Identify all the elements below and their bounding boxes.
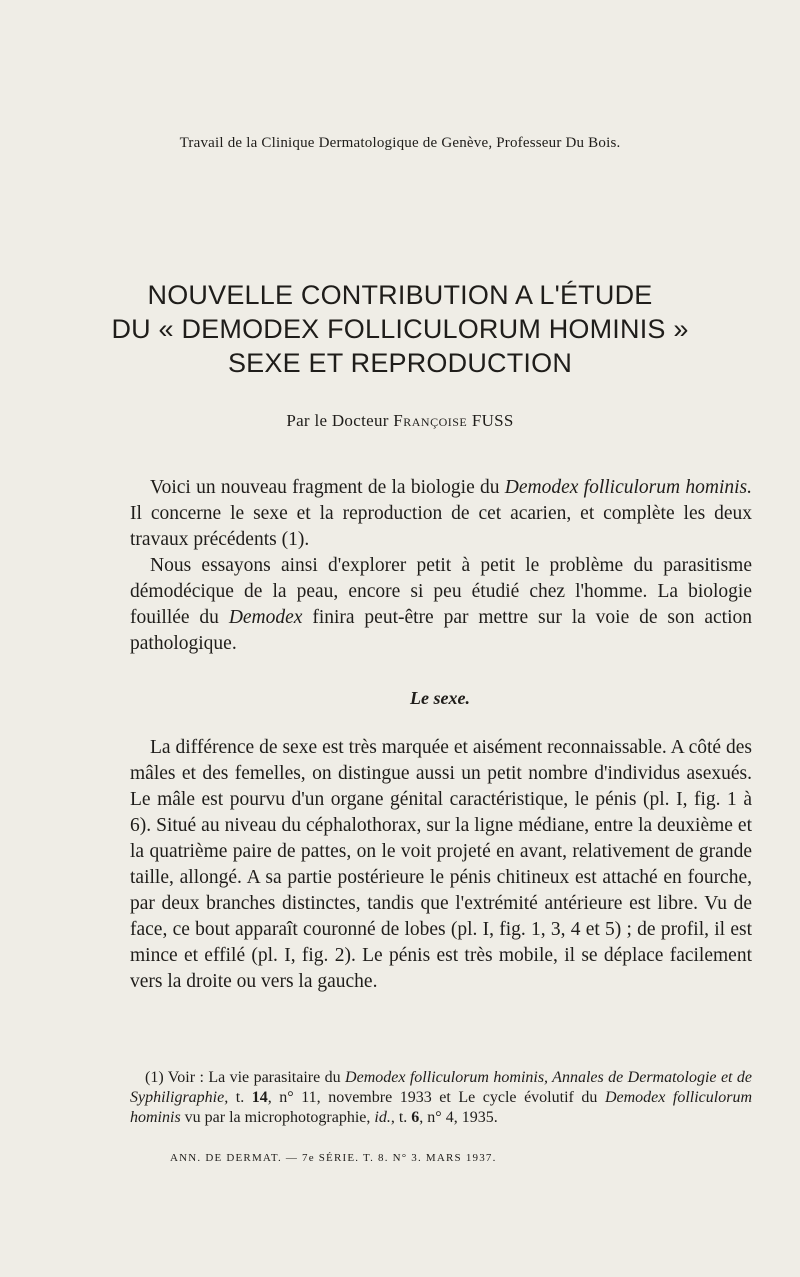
footnote-paragraph [130,1068,752,1128]
footnote-text-a: (1) Voir : La vie parasitaire du [145,1069,346,1086]
footnote-volume-bold: 14 [251,1089,268,1106]
intro-section [130,475,752,657]
sexe-section [130,735,752,995]
title-line-1: NOUVELLE CONTRIBUTION A L'ÉTUDE [147,280,653,310]
journal-footer: ANN. DE DERMAT. — 7e SÉRIE. T. 8. N° 3. MARS 1937. [170,1152,497,1164]
footnote-text-k: , n° 4, 1935. [419,1109,498,1126]
intro-p1-text-a: Voici un nouveau fragment de la biologie du [150,477,505,498]
author-byline [0,411,800,431]
intro-p1-text-b: Il concerne le sexe et la reproduction de cet acarien, et complète les deux travaux précédents (1). [130,503,752,550]
footnote-species-italic: Demodex folliculorum hominis [130,1089,753,1126]
intro-p2-text-b: finira peut-être par mettre sur la voie de son action pathologique. [130,607,753,654]
article-title [60,278,740,380]
title-line-2: DU « DEMODEX FOLLICULORUM HOMINIS » [111,314,689,344]
footnote-text-c: t. [228,1089,252,1106]
footnote-text-i: , t. [390,1109,412,1126]
genus-name-italic: Demodex [228,607,303,628]
footnote [130,1068,752,1128]
intro-p2-text-a: Nous essayons ainsi d'explorer petit à petit le problème du parasitisme démodécique de la peau, encore si peu étudié chez l'homme. La biologie fouillée du [130,555,752,628]
title-line-3: SEXE ET REPRODUCTION [227,348,573,378]
byline-prefix: Par le Docteur [286,411,389,430]
section-heading: Le sexe. [410,688,470,708]
intro-paragraph-2 [130,553,752,657]
intro-paragraph-1 [130,475,752,553]
species-name-italic: Demodex folliculorum hominis. [504,477,752,498]
footnote-id-italic: id. [374,1109,391,1126]
sexe-paragraph: La différence de sexe est très marquée et aisément reconnaissable. A côté des mâles et des femelles, on distingue aussi un petit nombre d'individus asexués. Le mâle est pourvu d'un organe génital caractéristique, le pénis (pl. I, fig. 1 à 6). Situé au niveau du céphalothorax, sur la ligne médiane, entre la deuxième et la quatrième paire de pattes, on le voit projeté en avant, relativement de grande taille, allongé. A sa partie postérieure le pénis chitineux est attaché en fourche, par deux branches distinctes, tandis que l'extrémité antérieure est libre. Vu de face, ce bout apparaît couronné de lobes (pl. I, fig. 1, 3, 4 et 5) ; de profil, il est mince et effilé (pl. I, fig. 2). Le pénis est très mobile, il se déplace facilement vers la droite ou vers la gauche. [130,737,752,992]
footnote-journal-italic: Demodex folliculorum hominis, Annales de Dermatologie et de Syphiligraphie, [130,1069,753,1106]
footnote-text-e: , n° 11, novembre 1933 et Le cycle évolutif du [267,1089,605,1106]
footnote-text-g: vu par la microphotographie, [180,1109,375,1126]
footnote-volume2-bold: 6 [411,1109,420,1126]
author-lastname: FUSS [471,411,514,430]
author-firstname: Françoise [393,411,468,430]
institution-header: Travail de la Clinique Dermatologique de Genève, Professeur Du Bois. [179,135,621,151]
